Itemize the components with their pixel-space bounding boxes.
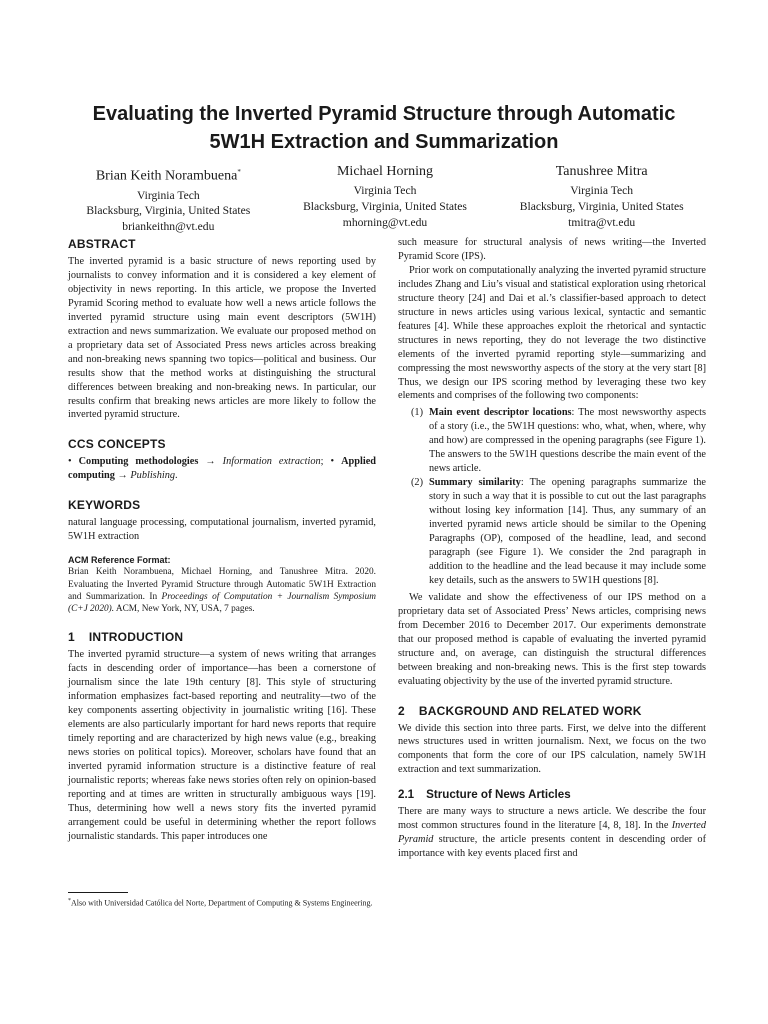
section-number: 1 [68, 630, 75, 645]
keywords-heading: KEYWORDS [68, 498, 141, 513]
component-list [398, 406, 706, 587]
author-1 [60, 163, 277, 235]
author-affiliation: Virginia Tech [353, 184, 417, 197]
footnote [68, 896, 376, 909]
author-location: Blacksburg, Virginia, United States [519, 199, 684, 213]
ccs-text: • Computing methodologies → Information extraction; • Applied computing → Publishing. [68, 456, 377, 482]
list-item-label: Main event descriptor locations [429, 407, 572, 419]
right-column [398, 236, 706, 861]
list-item-label: Summary similarity [429, 477, 521, 489]
abstract-heading: ABSTRACT [68, 237, 136, 251]
acm-reference-venue: Proceedings of Computation + Journalism Symposium (C+J 2020). [68, 591, 376, 615]
author-2 [277, 163, 494, 235]
acm-reference-end: ACM, New York, NY, USA, 7 pages. [114, 604, 255, 615]
footnote-mark: * [68, 898, 71, 904]
subsection-number: 2.1 [398, 788, 415, 802]
structure-text-a: There are many ways to structure a news article. We describe the four most common structures found in the literature [4, 8, 18]. In the [398, 806, 706, 832]
list-marker: (2) [411, 477, 424, 489]
list-item [398, 406, 706, 476]
keywords-text: natural language processing, computational journalism, inverted pyramid, 5W1H extraction [68, 517, 376, 543]
validation-paragraph: We validate and show the effectiveness of our IPS method on a proprietary data set of Associated Press’ News articles, comprising news from December 2016 to December 2017. Our experiments demonstrate that our proposed method is capable of evaluating the inverted pyramid structure and, on average, can distinguish the structural differences between breaking and non-breaking news. This is the first step towards evaluating objectivity by the use of the inverted pyramid structure. [398, 591, 706, 687]
ccs-item-1-sub: Information extraction [222, 456, 321, 468]
author-name: Michael Horning [336, 164, 434, 179]
list-item [398, 476, 706, 588]
subsection-title: Structure of News Articles [426, 788, 571, 802]
footnote-text: Also with Universidad Católica del Norte, Department of Computing & Systems Engineering. [71, 898, 373, 908]
footnote-rule [68, 892, 128, 893]
acm-reference-text [68, 566, 376, 615]
list-marker: (1) [411, 407, 424, 419]
abstract-text: The inverted pyramid is a basic structure of news reporting used by journalists to convey information and it is considered a key element of objectivity in news reporting. In this article, we propose the Inverted Pyramid Scoring method to evaluate how well a news article follows the inverted pyramid structure using main event descriptors (5W1H) extraction and news summarization. We evaluate our proposed method on a proprietary data set of Associated Press news articles across breaking and non-breaking news spanning two topics—political and business. Our results show that the method works at distinguishing the structural differences between breaking and non-breaking news. In particular, our results confirm that breaking news articles are more likely to follow the inverted pyramid structure. [68, 256, 376, 421]
intro-continued-paragraph: such measure for structural analysis of news writing—the Inverted Pyramid Score (IPS). [398, 237, 706, 262]
section-number: 2 [398, 703, 405, 718]
ccs-arrow: → [205, 456, 216, 468]
author-name: Brian Keith Norambuena [95, 168, 238, 184]
paper-title [40, 100, 728, 156]
author-affiliation: Virginia Tech [136, 188, 200, 202]
title-line-2: 5W1H Extraction and Summarization [209, 131, 559, 153]
background-text: We divide this section into three parts. First, we delve into the different news structures used in written journalism. Next, we focus on the two components that form the core of our IPS calculation, namely 5W1H extraction and text summarization. [398, 722, 706, 776]
section-title: INTRODUCTION [88, 630, 184, 645]
author-block [60, 163, 710, 235]
ccs-item-2: Applied computing [68, 456, 377, 482]
list-item-text: : The opening paragraphs summarize the story in such a way that it is possible to cut out the last paragraphs without losing key information [14]. Thus, any summary of an inverted pyramid news article should be similar to the Opening Paragraphs (OP), composed of the headline, lead, and second paragraph (see Figure 1). We consider the 2nd paragraph in addition to the headline and the lead because it may include some key details, such as the answers to 5W1H questions [8]. [429, 477, 707, 586]
structure-text-italic: Inverted Pyramid [398, 820, 706, 846]
author-3 [493, 163, 710, 235]
author-email: briankeithn@vt.edu [122, 220, 215, 234]
acm-reference-heading: ACM Reference Format: [68, 555, 171, 566]
ccs-item-1: Computing methodologies [78, 456, 199, 468]
ccs-arrow: → [117, 470, 128, 482]
ccs-bullet: • [330, 456, 335, 468]
structure-text [398, 805, 706, 861]
prior-work-paragraph: Prior work on computationally analyzing the inverted pyramid structure includes Zhang and Liu’s visual and statistical exploration using rhetorical structure theory [24] and Dai et al.’s classifier-based approach to detect structure in news articles using various lexical, syntactic and semantic features [4]. While these approaches exploit the rhetorical and syntactic structures in news reporting, they do not leverage the two distinctive elements of the inverted pyramid reporting style—summarizing and compressing the most newsworthy aspects of the story at the very start [8] Thus, we design our IPS scoring method by leveraging these two key elements and comprises of the following two components: [398, 264, 706, 402]
list-item-text: : The most newsworthy aspects of a story (i.e., the 5W1H questions: who, what, when, where, why and how) are compressed in the opening paragraphs (see Figure 1). The answers to the 5W1H questions describe the main event of the news article. [429, 407, 706, 475]
background-heading [398, 703, 706, 719]
structure-text-b: structure, the article presents content in descending order of importance with key events placed first and [398, 834, 706, 860]
ccs-bullet: • [68, 456, 72, 468]
introduction-heading [68, 629, 376, 645]
section-title: BACKGROUND AND RELATED WORK [418, 703, 642, 718]
author-email: tmitra@vt.edu [568, 215, 636, 229]
introduction-text: The inverted pyramid structure—a system of news writing that arranges facts in descending order of importance—has been a cornerstone of journalism since the late 19th century [8]. This style of structuring information emphasizes fact-based reporting and neutrality—two of the key components asserting objectivity in journalistic writing [16]. These elements are also particularly important for hard news reports that require timely reporting and are characterized by high news value (e.g., breaking news stories on political topics). Moreover, scholars have found that an inverted pyramid information structure is a distinctive feature of real journalistic reports; whereas fake news stories often rely on opinion-based reporting and at times are written in structurally ambiguous ways [19]. Thus, determining how well a news story fits the inverted pyramid arrangement could be useful in determining whether the report follows journalistic standards. This paper introduces one [68, 649, 376, 842]
author-email: mhorning@vt.edu [342, 215, 428, 229]
title-line-1: Evaluating the Inverted Pyramid Structure through Automatic [92, 103, 676, 125]
author-location: Blacksburg, Virginia, United States [86, 204, 251, 218]
ccs-item-2-sub: Publishing [130, 470, 175, 482]
ccs-heading: CCS CONCEPTS [68, 437, 166, 452]
author-name: Tanushree Mitra [555, 164, 648, 179]
left-column [68, 236, 376, 844]
acm-reference-main: Brian Keith Norambuena, Michael Horning, and Tanushree Mitra. 2020. Evaluating the Inverted Pyramid Structure through Automatic 5W1H Extraction and Summarization. In [68, 567, 376, 602]
author-affiliation: Virginia Tech [570, 184, 634, 197]
author-footnote-mark: * [237, 168, 241, 176]
author-location: Blacksburg, Virginia, United States [303, 199, 467, 213]
structure-subheading [398, 787, 706, 802]
